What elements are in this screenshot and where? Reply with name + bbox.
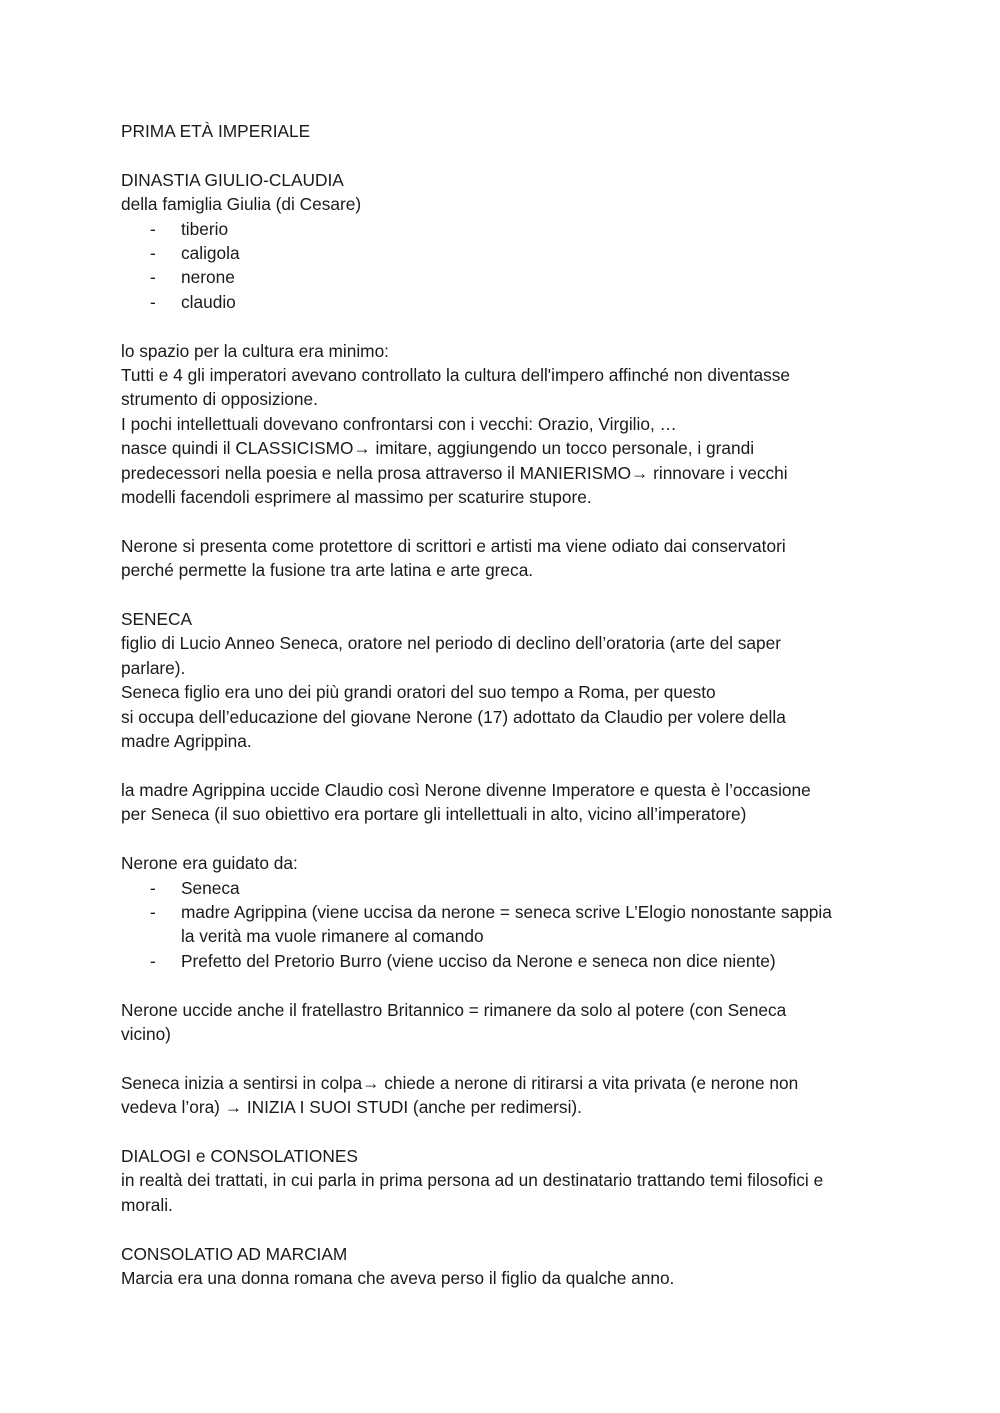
spacer	[121, 754, 891, 778]
spacer	[121, 143, 891, 167]
paragraph-seneca-colpa	[121, 1071, 891, 1120]
text-line: Marcia era una donna romana che aveva perso il figlio da qualche anno.	[121, 1267, 675, 1288]
spacer	[121, 314, 891, 338]
text-line: Seneca inizia a sentirsi in colpa→ chiede a nerone di ritirarsi a vita privata (e nerone non	[121, 1072, 799, 1093]
document-body	[121, 119, 891, 1290]
text-line: si occupa dell’educazione del giovane Nerone (17) adottato da Claudio per volere della	[121, 706, 786, 727]
spacer	[121, 509, 891, 533]
text-line: la madre Agrippina uccide Claudio così Nerone divenne Imperatore e questa è l’occasione	[121, 779, 811, 800]
section-heading-seneca: SENECA	[121, 609, 193, 630]
text-line: figlio di Lucio Anneo Seneca, oratore nel periodo di declino dell’oratoria (arte del saper	[121, 633, 781, 654]
emperors-list	[121, 217, 891, 315]
paragraph-culture	[121, 339, 891, 510]
paragraph-dialogi	[121, 1168, 891, 1217]
text-line: in realtà dei trattati, in cui parla in prima persona ad un destinatario trattando temi filosofici e	[121, 1170, 824, 1191]
text-line: parlare).	[121, 657, 186, 678]
text-line: vedeva l’ora) → INIZIA I SUOI STUDI (anche per redimersi).	[121, 1097, 582, 1118]
text-line: lo spazio per la cultura era minimo:	[121, 340, 389, 361]
dash-bullet: -	[150, 950, 156, 971]
text-line: vicino)	[121, 1023, 171, 1044]
paragraph-britannico	[121, 998, 891, 1047]
list-item: - claudio	[121, 290, 891, 314]
text-line: madre Agrippina.	[121, 731, 252, 752]
dash-bullet: -	[150, 243, 156, 264]
text-line: per Seneca (il suo obiettivo era portare gli intellettuali in alto, vicino all’imperatore)	[121, 804, 747, 825]
dash-bullet: -	[150, 291, 156, 312]
section-heading-dialogi: DIALOGI e CONSOLATIONES	[121, 1145, 358, 1166]
list-item: - Seneca	[121, 876, 891, 900]
dash-bullet: -	[150, 267, 156, 288]
section-heading-dinastia: DINASTIA GIULIO-CLAUDIA	[121, 169, 344, 190]
text-line: morali.	[121, 1194, 173, 1215]
section-subheading: della famiglia Giulia (di Cesare)	[121, 194, 362, 215]
spacer	[121, 583, 891, 607]
text-line: Nerone uccide anche il fratellastro Britannico = rimanere da solo al potere (con Seneca	[121, 999, 787, 1020]
text-line: predecessori nella poesia e nella prosa attraverso il MANIERISMO→ rinnovare i vecchi	[121, 462, 788, 483]
spacer	[121, 973, 891, 997]
list-item: - nerone	[121, 265, 891, 289]
paragraph-nerone-protettore	[121, 534, 891, 583]
text-line: nasce quindi il CLASSICISMO→ imitare, aggiungendo un tocco personale, i grandi	[121, 438, 755, 459]
document-title: PRIMA ETÀ IMPERIALE	[121, 121, 311, 141]
spacer	[121, 1120, 891, 1144]
text-line: strumento di opposizione.	[121, 389, 318, 410]
spacer	[121, 1217, 891, 1241]
spacer	[121, 1046, 891, 1070]
dash-bullet: -	[150, 218, 156, 239]
text-line: modelli facendoli esprimere al massimo per scaturire stupore.	[121, 487, 592, 508]
list-item: - Prefetto del Pretorio Burro (viene ucciso da Nerone e seneca non dice niente)	[121, 949, 891, 973]
list-item: - tiberio	[121, 217, 891, 241]
guided-intro: Nerone era guidato da:	[121, 853, 298, 874]
text-line: Nerone si presenta come protettore di scrittori e artisti ma viene odiato dai conservatori	[121, 535, 786, 556]
text-line: I pochi intellettuali dovevano confrontarsi con i vecchi: Orazio, Virgilio, …	[121, 413, 677, 434]
paragraph-seneca-bio	[121, 631, 891, 753]
text-line: Seneca figlio era uno dei più grandi oratori del suo tempo a Roma, per questo	[121, 682, 716, 703]
list-item: - caligola	[121, 241, 891, 265]
paragraph-marcia	[121, 1266, 891, 1290]
dash-bullet: -	[150, 877, 156, 898]
dash-bullet: -	[150, 901, 156, 922]
guides-list	[121, 876, 891, 974]
spacer	[121, 827, 891, 851]
text-line: perché permette la fusione tra arte latina e arte greca.	[121, 560, 534, 581]
paragraph-agrippina	[121, 778, 891, 827]
text-line: Tutti e 4 gli imperatori avevano controllato la cultura dell'impero affinché non diventasse	[121, 365, 790, 386]
section-heading-marcia: CONSOLATIO AD MARCIAM	[121, 1243, 348, 1264]
list-item: - madre Agrippina (viene uccisa da nerone = seneca scrive L’Elogio nonostante sappia la verità ma vuole rimanere al comando	[150, 901, 832, 947]
